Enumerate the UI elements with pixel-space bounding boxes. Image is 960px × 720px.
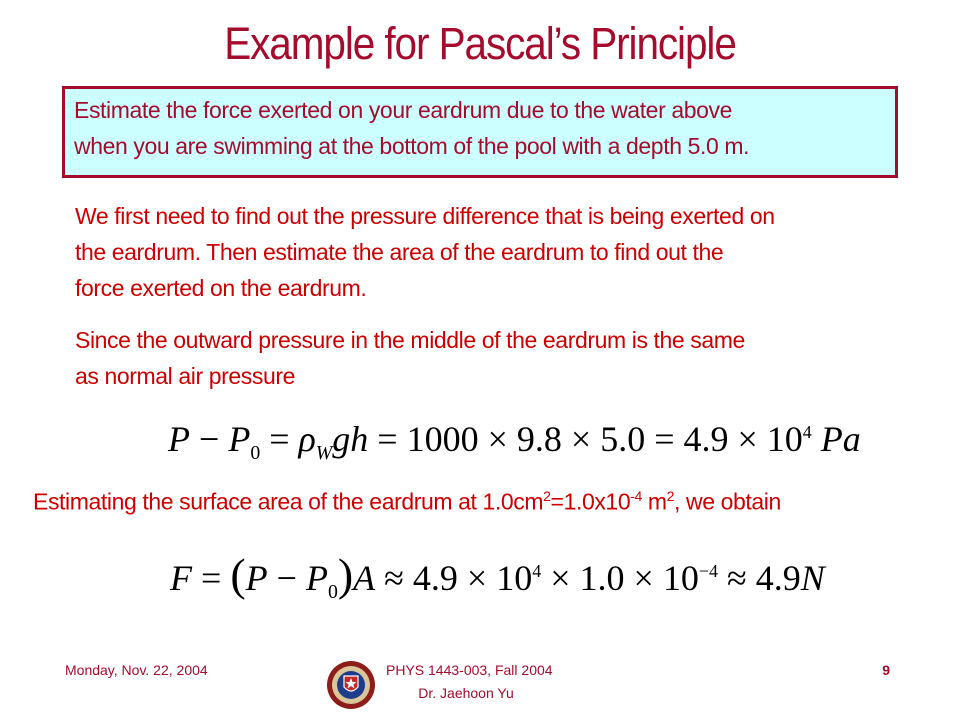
problem-line-1: Estimate the force exerted on your eardrum due to the water above <box>74 97 732 123</box>
eq2-exp-1: 4 <box>532 561 542 581</box>
slide-title: Example for Pascal’s Principle <box>224 18 736 69</box>
pressure-line-2: as normal air pressure <box>75 363 296 389</box>
eq2-N: N <box>800 558 825 598</box>
eq2-P0: P <box>305 558 328 598</box>
eq1-equals: = <box>260 419 299 459</box>
footer-instructor: Dr. Jaehoon Yu <box>418 685 514 701</box>
explanation-paragraph <box>75 198 775 306</box>
eq1-minus: − <box>190 419 229 459</box>
eq2-exp-2: −4 <box>698 561 718 581</box>
eq1-W: W <box>315 442 333 465</box>
pressure-paragraph <box>75 322 745 394</box>
problem-line-2: when you are swimming at the bottom of the pool with a depth 5.0 m. <box>74 133 750 159</box>
estimate-sup-3: 2 <box>666 488 675 504</box>
problem-statement-box <box>62 86 898 178</box>
eq2-equals: = <box>192 558 231 598</box>
eq2-F: F <box>170 558 192 598</box>
force-equation <box>170 548 825 604</box>
estimate-part-1: Estimating the surface area of the eardrum at 1.0cm <box>33 488 544 515</box>
estimate-sup-1: 2 <box>543 488 551 504</box>
eq2-mid: × 1.0 × 10 <box>541 558 699 598</box>
estimate-part-3: m <box>641 488 667 515</box>
eq1-unit: Pa <box>811 419 861 459</box>
page-number: 9 <box>882 662 890 678</box>
university-seal-icon <box>326 660 376 710</box>
eq2-open-paren: ( <box>230 549 246 600</box>
eq1-rho: ρ <box>298 419 316 459</box>
explanation-line-2: the eardrum. Then estimate the area of the eardrum to find out the <box>75 239 724 265</box>
pressure-line-1: Since the outward pressure in the middle of the eardrum is the same <box>75 327 745 353</box>
eq1-rhs: = 1000 × 9.8 × 5.0 = 4.9 × 10 <box>368 419 803 459</box>
estimate-part-4: , we obtain <box>674 488 781 515</box>
footer-date: Monday, Nov. 22, 2004 <box>65 662 208 678</box>
eq2-A: A <box>353 558 376 598</box>
area-estimate-sentence <box>33 488 933 516</box>
eq1-exp: 4 <box>802 422 812 442</box>
estimate-part-2: =1.0x10 <box>550 488 631 515</box>
eq1-zero: 0 <box>250 442 261 465</box>
estimate-sup-2: -4 <box>630 488 642 504</box>
explanation-line-1: We first need to find out the pressure difference that is being exerted on <box>75 203 775 229</box>
explanation-line-3: force exerted on the eardrum. <box>75 275 367 301</box>
eq2-approx-2: ≈ 4.9 <box>718 558 801 598</box>
eq2-minus: − <box>267 558 306 598</box>
footer-course: PHYS 1443-003, Fall 2004 <box>386 662 553 678</box>
eq1-P: P <box>168 419 190 459</box>
eq2-close-paren: ) <box>337 549 354 600</box>
eq2-P: P <box>245 558 268 598</box>
eq2-zero: 0 <box>327 581 338 604</box>
eq2-approx-1: ≈ 4.9 × 10 <box>375 558 533 598</box>
pressure-equation <box>168 418 861 465</box>
eq1-gh: gh <box>332 419 369 459</box>
eq1-P0: P <box>228 419 251 459</box>
